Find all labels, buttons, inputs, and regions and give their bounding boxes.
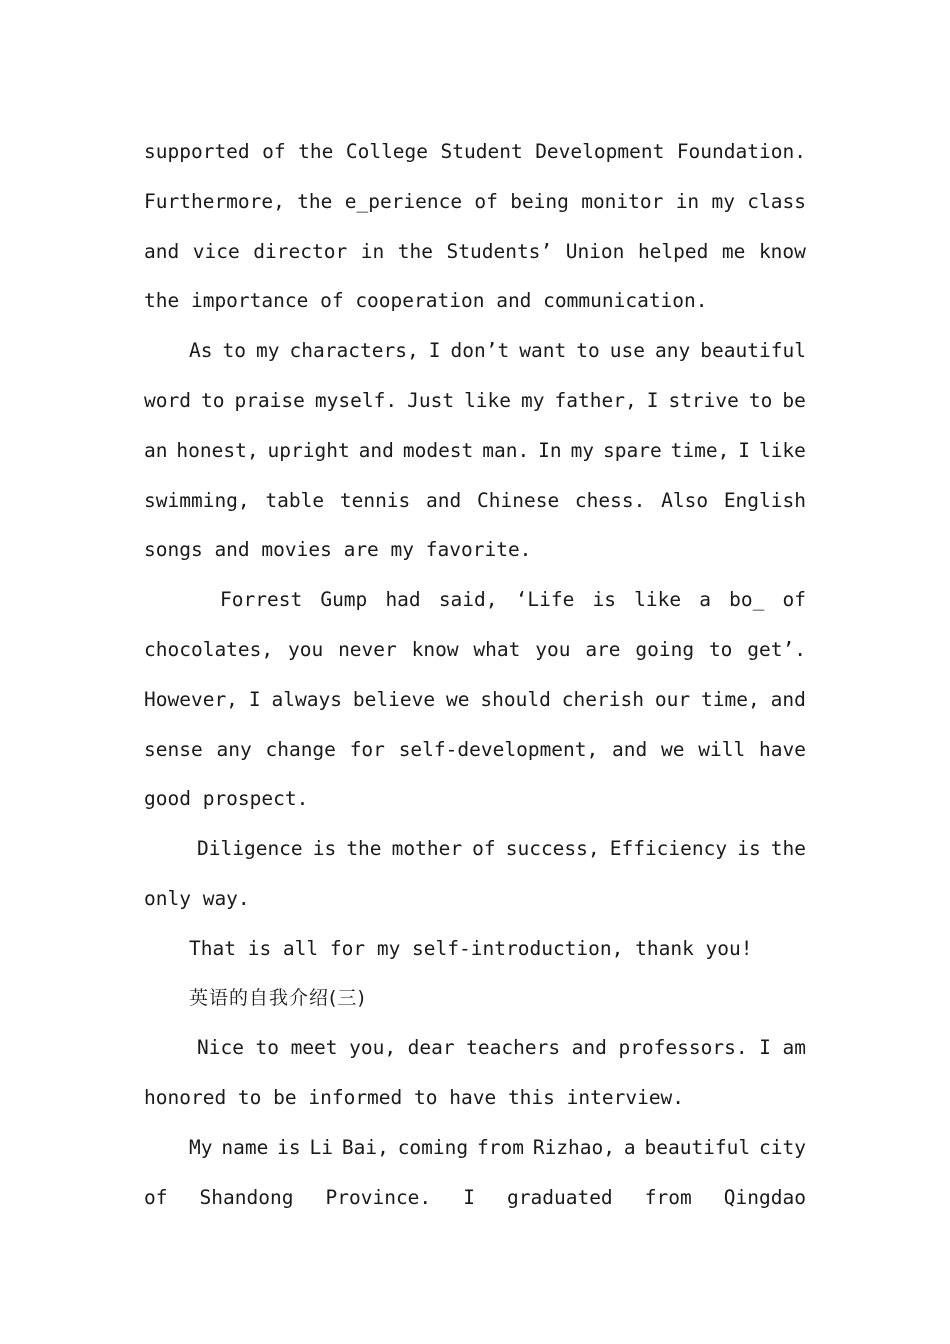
text-line: word to praise myself. Just like my father, I strive to be <box>144 388 806 412</box>
text-line: swimming, table tennis and Chinese chess. Also English <box>144 488 806 512</box>
text-line: songs and movies are my favorite. <box>144 538 532 562</box>
text-line: Nice to meet you, dear teachers and professors. I am <box>197 1036 806 1060</box>
text-line: the importance of cooperation and communication. <box>144 289 708 313</box>
text-line: good prospect. <box>144 787 309 811</box>
text-line: Diligence is the mother of success, Efficiency is the <box>197 837 806 861</box>
text-line: Forrest Gump had said, ‘Life is like a bo_ of <box>220 588 806 612</box>
text-line: and vice director in the Students’ Union helped me know <box>144 239 806 263</box>
text-line: supported of the College Student Development Foundation. <box>144 140 806 163</box>
text-line: That is all for my self-introduction, thank you! <box>189 936 753 960</box>
text-line: honored to be informed to have this interview. <box>144 1086 685 1110</box>
text-line: As to my characters, I don’t want to use any beautiful <box>189 339 806 363</box>
text-line: My name is Li Bai, coming from Rizhao, a beautiful city <box>189 1135 806 1159</box>
text-line: chocolates, you never know what you are going to get’. <box>144 637 806 661</box>
text-line: of Shandong Province. I graduated from Qingdao <box>144 1185 806 1209</box>
text-line: Furthermore, the e_perience of being monitor in my class <box>144 189 806 213</box>
text-line: However, I always believe we should cherish our time, and <box>144 687 806 711</box>
text-line: 英语的自我介绍(三) <box>189 986 366 1009</box>
text-line: only way. <box>144 886 250 910</box>
text-line: sense any change for self-development, and we will have <box>144 737 806 761</box>
body-text <box>144 127 806 1223</box>
text-line: an honest, upright and modest man. In my spare time, I like <box>144 438 806 462</box>
